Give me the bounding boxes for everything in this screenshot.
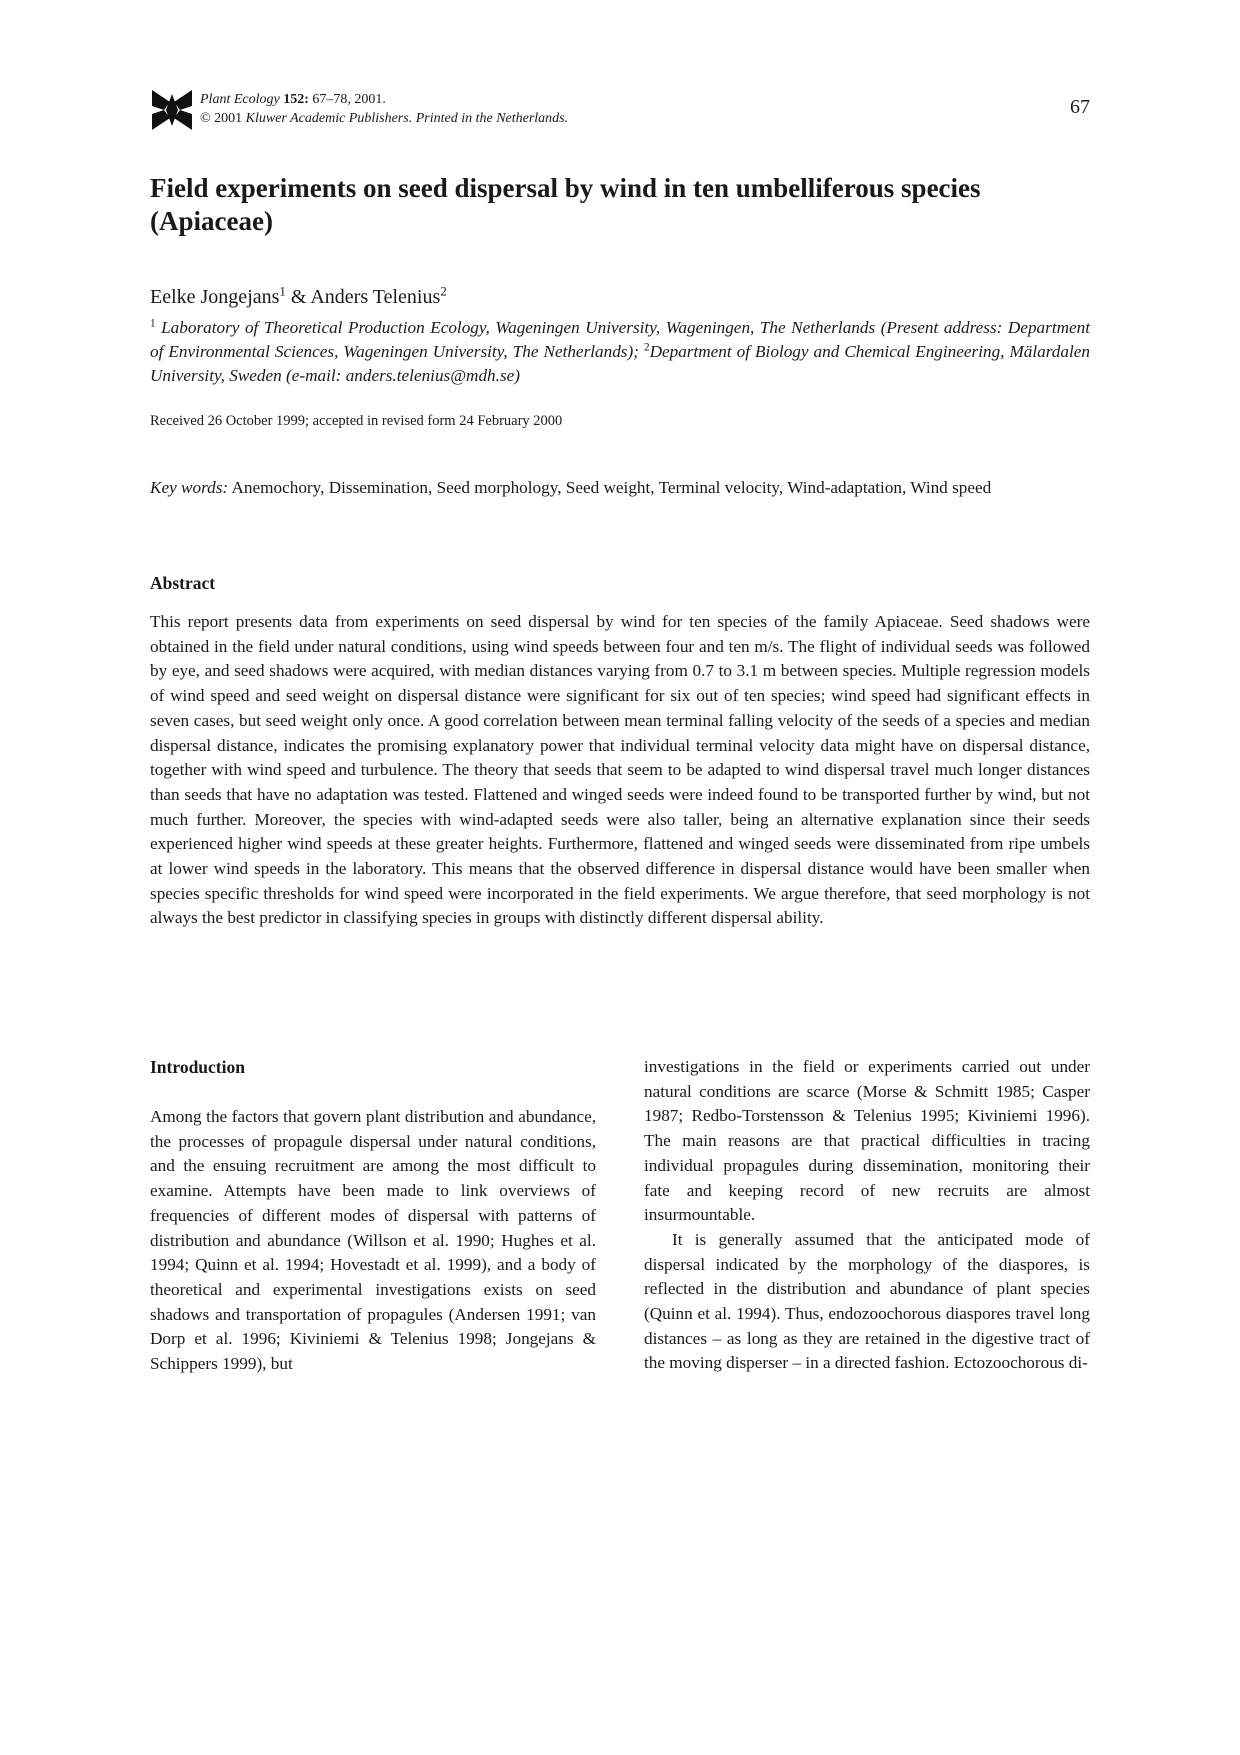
- affiliation-2: Department of Biology and Chemical Engineering, Mälardalen University, Sweden (e-mail: anders.telenius@mdh.se): [150, 342, 1090, 385]
- affiliation-1-mark: 1: [150, 317, 156, 330]
- author-connector: &: [285, 286, 311, 308]
- author-1-affiliation-mark: 1: [279, 283, 286, 299]
- author-1: Eelke Jongejans: [150, 286, 280, 308]
- journal-volume: 152:: [283, 92, 309, 107]
- body-column-left: [150, 1055, 596, 1377]
- body-column-right: [644, 1055, 1090, 1376]
- introduction-paragraph-2: It is generally assumed that the anticipated mode of dispersal indicated by the morphology of the diaspores, is reflected in the distribution and abundance of plant species (Quinn et al. 1994). Thus, endozoochorous diaspores travel long distances – as long as they are retained in the digestive tract of the moving disperser – in a directed fashion. Ectozoochorous di-: [644, 1229, 1090, 1373]
- page-number: 67: [1070, 96, 1090, 118]
- paper-title: Field experiments on seed dispersal by wind in ten umbelliferous species (Apiaceae): [150, 173, 981, 236]
- journal-name: Plant Ecology: [200, 92, 280, 107]
- abstract-text: This report presents data from experiments on seed dispersal by wind for ten species of the family Apiaceae. Seed shadows were obtained in the field under natural conditions, using wind speeds between four and ten m/s. The flight of individual seeds was followed by eye, and seed shadows were acquired, with median distances varying from 0.7 to 3.1 m between species. Multiple regression models of wind speed and seed weight on dispersal distance were significant for six out of ten species; wind speed had significant effects in seven cases, but seed weight only once. A good correlation between mean terminal falling velocity of the seeds of a species and median dispersal distance, indicates the promising explanatory power that individual terminal velocity data might have on dispersal distance, together with wind speed and turbulence. The theory that seeds that seem to be adapted to wind dispersal travel much longer distances than seeds that have no adaptation was tested. Flattened and winged seeds were indeed found to be transported further by wind, but not much further. Moreover, the species with wind-adapted seeds were also taller, being an alternative explanation since their seeds experienced higher wind speeds at these greater heights. Furthermore, flattened and winged seeds were disseminated from ripe umbels at lower wind speeds in the laboratory. This means that the observed difference in dispersal distance would have been smaller when species specific thresholds for wind speed were incorporated in the field experiments. We argue therefore, that seed morphology is not always the best predictor in classifying species in groups with distinctly different dispersal ability.: [150, 612, 1090, 928]
- introduction-paragraph-1: Among the factors that govern plant distribution and abundance, the processes of propagule dispersal under natural conditions, and the ensuing recruitment are among the most difficult to examine. Attempts have been made to link overviews of frequencies of different modes of dispersal with patterns of distribution and abundance (Willson et al. 1990; Hughes et al. 1994; Quinn et al. 1994; Hovestadt et al. 1999), and a body of theoretical and experimental investigations exists on seed shadows and transportation of propagules (Andersen 1991; van Dorp et al. 1996; Kiviniemi & Telenius 1998; Jongejans & Schippers 1999), but: [150, 1107, 596, 1374]
- journal-citation: [200, 90, 568, 128]
- keywords-text: Anemochory, Dissemination, Seed morphology, Seed weight, Terminal velocity, Wind-adaptation, Wind speed: [231, 478, 992, 497]
- introduction-paragraph-1-continued: investigations in the field or experiments carried out under natural conditions are scarce (Morse & Schmitt 1985; Casper 1987; Redbo-Torstensson & Telenius 1995; Kiviniemi 1996). The main reasons are that practical difficulties in tracing individual propagules during dissemination, monitoring their fate and keeping record of new recruits are almost insurmountable.: [644, 1057, 1090, 1225]
- affiliation-1: Laboratory of Theoretical Production Ecology, Wageningen University, Wageningen, The Netherlands (Present address: Department of Environmental Sciences, Wageningen University, The Netherlands);: [150, 318, 1090, 361]
- author-2-affiliation-mark: 2: [440, 283, 447, 299]
- keywords: [150, 476, 1090, 501]
- journal-pages: 67–78, 2001.: [312, 92, 386, 107]
- journal-header: [150, 88, 1090, 132]
- copyright-year: 2001: [214, 111, 243, 126]
- author-2: Anders Telenius: [310, 286, 441, 308]
- publisher-name: Kluwer Academic Publishers.: [245, 111, 413, 126]
- printed-note: Printed in the Netherlands.: [415, 111, 569, 126]
- keywords-label: Key words:: [150, 478, 229, 497]
- affiliation-2-mark: 2: [643, 341, 650, 354]
- affiliations: [150, 316, 1090, 388]
- copyright-symbol: ©: [200, 111, 211, 126]
- publisher-logo: [150, 88, 194, 132]
- received-dates: Received 26 October 1999; accepted in revised form 24 February 2000: [150, 413, 563, 429]
- author-line: [150, 283, 1090, 309]
- abstract-heading: Abstract: [150, 573, 216, 593]
- introduction-heading: Introduction: [150, 1057, 245, 1077]
